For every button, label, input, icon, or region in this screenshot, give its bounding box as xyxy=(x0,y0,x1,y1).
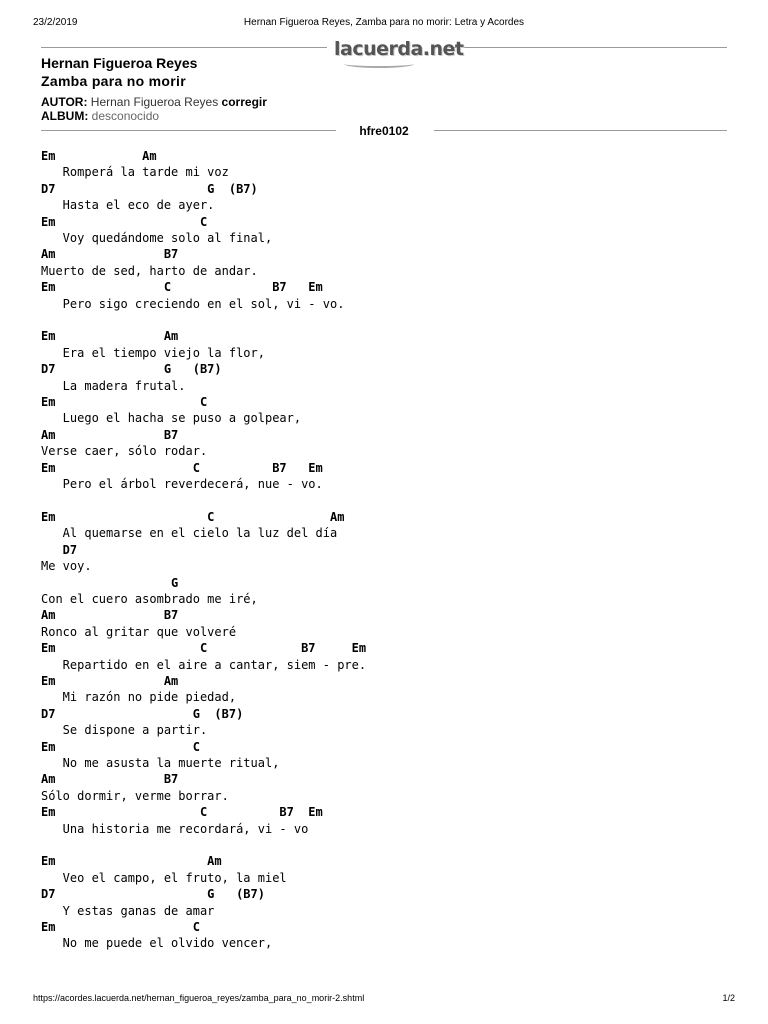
chord-line: Em Am xyxy=(41,149,157,163)
chord-line: Am B7 xyxy=(41,427,179,442)
lyric-line: Al quemarse en el cielo la luz del día xyxy=(41,526,338,541)
chord-line: Em C Am xyxy=(41,509,345,524)
uploader-id: hfre0102 xyxy=(359,124,409,138)
album-value: desconocido xyxy=(91,109,160,123)
lyric-line: Y estas ganas de amar xyxy=(41,903,215,918)
lyric-line: Una historia me recordará, vi - vo xyxy=(41,821,309,836)
corregir-link[interactable]: corregir xyxy=(221,95,267,109)
lyric-line: Mi razón no pide piedad, xyxy=(41,690,237,705)
header-rule-right xyxy=(444,47,727,48)
chord-line: Em C B7 Em xyxy=(41,460,323,475)
chord-line: Em C B7 Em xyxy=(41,805,323,820)
chord-line: Em C B7 Em xyxy=(41,641,367,656)
chord-line: D7 G (B7) xyxy=(41,181,258,196)
chord-line: D7 G (B7) xyxy=(41,706,244,721)
album-line xyxy=(41,110,159,123)
print-footer xyxy=(0,993,768,1007)
chord-line: G xyxy=(41,575,179,590)
lyric-line: Repartido en el aire a cantar, siem - pre. xyxy=(41,657,367,672)
print-url: https://acordes.lacuerda.net/hernan_figueroa_reyes/zamba_para_no_morir-2.shtml xyxy=(33,993,365,1003)
lyric-line: Pero el árbol reverdecerá, nue - vo. xyxy=(41,477,323,492)
song-title: Zamba para no morir xyxy=(41,73,186,89)
print-page-title: Hernan Figueroa Reyes, Zamba para no morir: Letra y Acordes xyxy=(243,17,525,28)
lyric-line: Romperá la tarde mi voz xyxy=(41,165,229,180)
chord-line: Em C xyxy=(41,739,200,754)
lyric-line: Muerto de sed, harto de andar. xyxy=(41,263,258,278)
lyric-line: La madera frutal. xyxy=(41,378,186,393)
lyric-line: Sólo dormir, verme borrar. xyxy=(41,788,229,803)
chord-line: Am B7 xyxy=(41,608,179,623)
lyric-line: Hasta el eco de ayer. xyxy=(41,198,215,213)
chord-line: Em Am xyxy=(41,673,179,688)
site-logo[interactable] xyxy=(334,38,464,60)
print-header xyxy=(0,17,768,31)
song-chords-lyrics xyxy=(41,148,366,952)
lyric-line: Ronco al gritar que volveré xyxy=(41,624,237,639)
chord-line: Em C xyxy=(41,920,200,935)
author-label: AUTOR: xyxy=(41,95,88,109)
lyric-line: Se dispone a partir. xyxy=(41,723,208,738)
chord-line: Em C xyxy=(41,395,208,410)
chord-line: Em Am xyxy=(41,854,222,869)
lyric-line: No me puede el olvido vencer, xyxy=(41,936,273,951)
print-page-number: 1/2 xyxy=(722,993,735,1003)
chord-line: Am B7 xyxy=(41,247,179,262)
site-logo-text: lacuerda.net xyxy=(334,38,464,60)
lyric-line: Luego el hacha se puso a golpear, xyxy=(41,411,302,426)
logo-swoosh-icon xyxy=(344,60,414,68)
lyric-line: Voy quedándome solo al final, xyxy=(41,231,273,246)
chord-line: D7 G (B7) xyxy=(41,887,265,902)
song-artist: Hernan Figueroa Reyes xyxy=(41,55,198,71)
verse-gap xyxy=(41,837,366,853)
print-date: 23/2/2019 xyxy=(33,17,78,28)
lyric-line: Me voy. xyxy=(41,559,92,574)
lyric-line: No me asusta la muerte ritual, xyxy=(41,756,280,770)
lyric-line: Verse caer, sólo rodar. xyxy=(41,444,208,459)
user-rule-right xyxy=(434,130,727,131)
author-value[interactable]: Hernan Figueroa Reyes xyxy=(90,95,219,109)
album-label: ALBUM: xyxy=(41,109,89,123)
verse-gap xyxy=(41,312,366,328)
chord-line: Am B7 xyxy=(41,772,179,787)
verse-gap xyxy=(41,493,366,509)
lyric-line: Con el cuero asombrado me iré, xyxy=(41,591,258,606)
chord-line: D7 xyxy=(41,542,78,557)
lyric-line: Pero sigo creciendo en el sol, vi - vo. xyxy=(41,296,345,311)
chord-line: Em Am xyxy=(41,329,179,344)
lyric-line: Era el tiempo viejo la flor, xyxy=(41,345,265,360)
header-rule-left xyxy=(41,47,327,48)
author-line xyxy=(41,96,267,109)
chord-line: D7 G (B7) xyxy=(41,362,222,377)
chord-line: Em C B7 Em xyxy=(41,280,323,295)
chord-line: Em C xyxy=(41,214,208,229)
lyric-line: Veo el campo, el fruto, la miel xyxy=(41,870,287,885)
